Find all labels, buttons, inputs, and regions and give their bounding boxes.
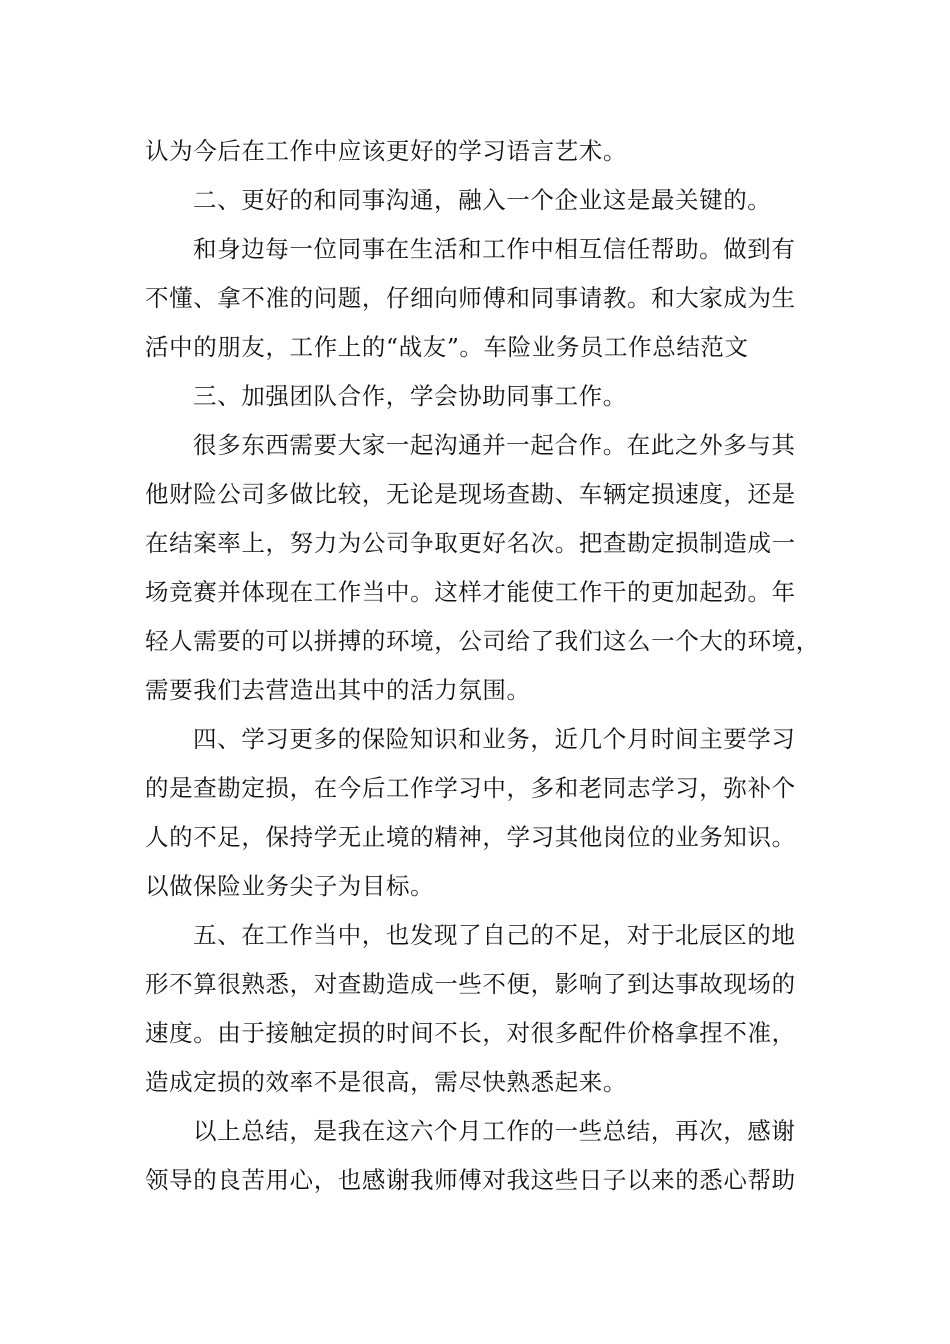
text-line: 和身边每一位同事在生活和工作中相互信任帮助。做到有 [193, 235, 796, 263]
text-line: 三、加强团队合作，学会协助同事工作。 [193, 382, 627, 410]
document-body [145, 127, 825, 1205]
text-line: 在结案率上，努力为公司争取更好名次。把查勘定损制造成一 [145, 529, 796, 557]
text-line: 形不算很熟悉，对查勘造成一些不便，影响了到达事故现场的 [145, 970, 796, 998]
text-line: 五、在工作当中，也发现了自己的不足，对于北辰区的地 [193, 921, 796, 949]
text-line: 领导的良苦用心，也感谢我师傅对我这些日子以来的悉心帮助 [145, 1166, 796, 1194]
text-line: 以做保险业务尖子为目标。 [145, 872, 435, 900]
text-line: 活中的朋友，工作上的“战友”。车险业务员工作总结范文 [145, 333, 749, 361]
text-line: 造成定损的效率不是很高，需尽快熟悉起来。 [145, 1068, 627, 1096]
text-line: 他财险公司多做比较，无论是现场查勘、车辆定损速度，还是 [145, 480, 796, 508]
text-line: 人的不足，保持学无止境的精神，学习其他岗位的业务知识。 [145, 823, 796, 851]
text-line: 需要我们去营造出其中的活力氛围。 [145, 676, 531, 704]
text-line: 二、更好的和同事沟通，融入一个企业这是最关键的。 [193, 186, 772, 214]
text-line: 轻人需要的可以拼搏的环境，公司给了我们这么一个大的环境， [145, 627, 820, 655]
text-line: 以上总结，是我在这六个月工作的一些总结，再次，感谢 [193, 1117, 796, 1145]
text-line: 很多东西需要大家一起沟通并一起合作。在此之外多与其 [193, 431, 796, 459]
text-line: 速度。由于接触定损的时间不长，对很多配件价格拿捏不准， [145, 1019, 796, 1047]
text-line: 场竞赛并体现在工作当中。这样才能使工作干的更加起劲。年 [145, 578, 796, 606]
text-line: 不懂、拿不准的问题，仔细向师傅和同事请教。和大家成为生 [145, 284, 796, 312]
text-line: 的是查勘定损，在今后工作学习中，多和老同志学习，弥补个 [145, 774, 796, 802]
text-line: 认为今后在工作中应该更好的学习语言艺术。 [145, 137, 627, 165]
text-line: 四、学习更多的保险知识和业务，近几个月时间主要学习 [193, 725, 796, 753]
